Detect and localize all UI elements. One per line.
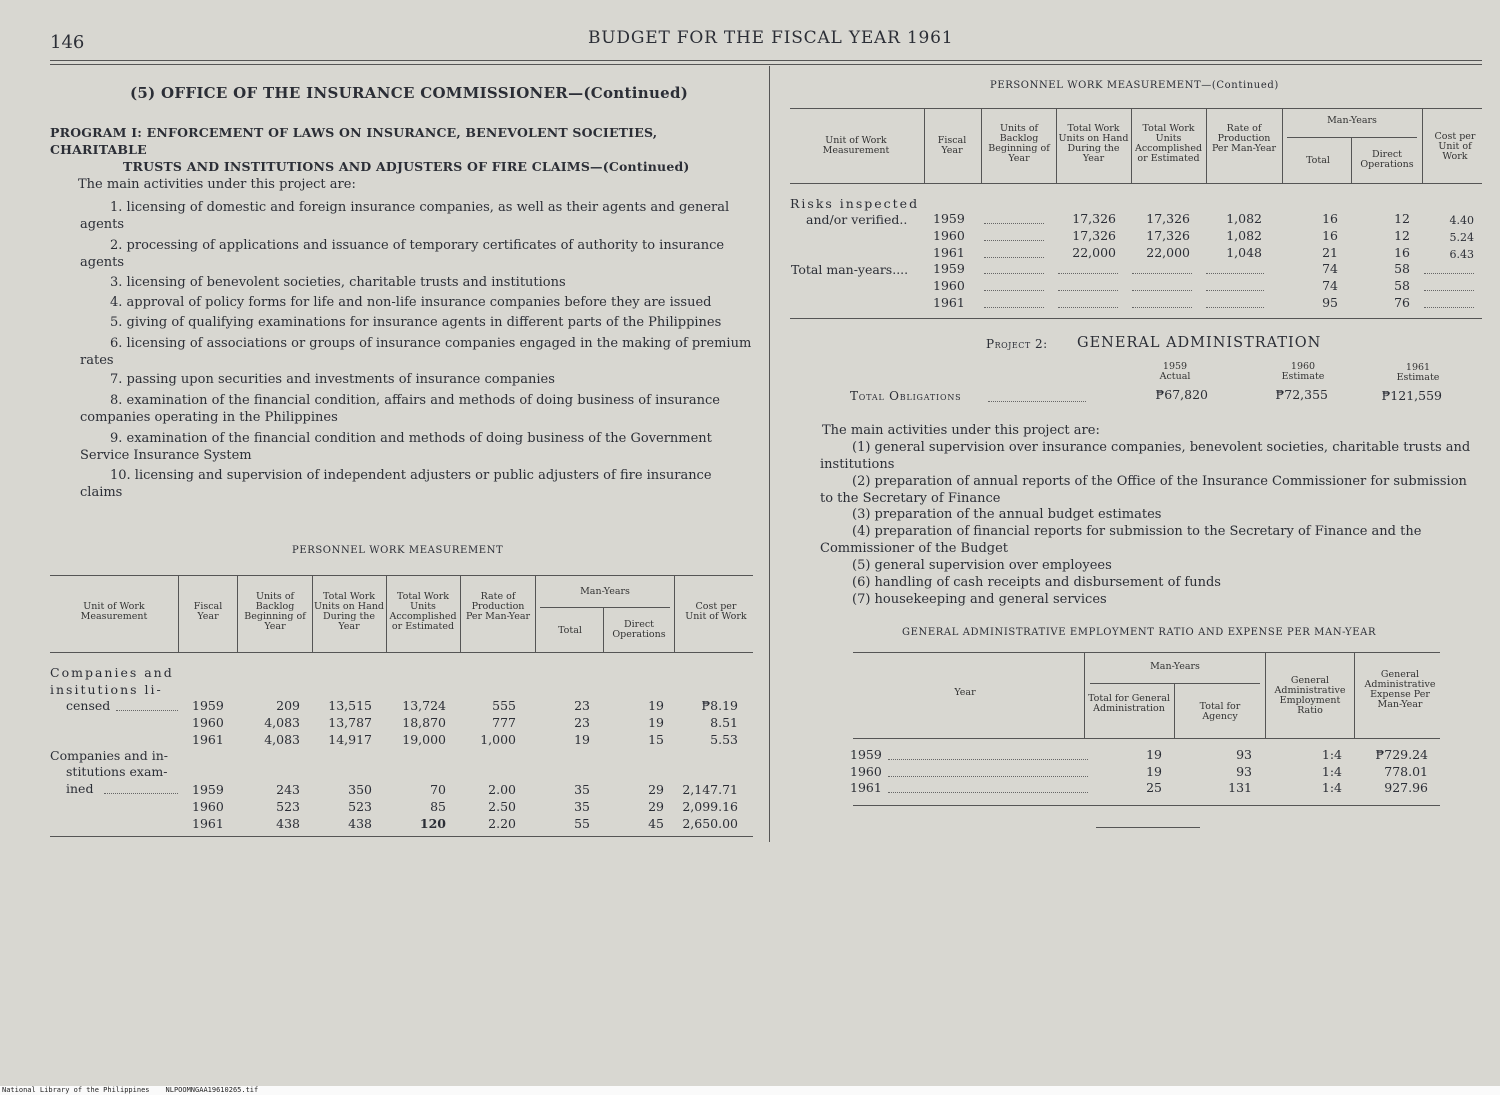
agency: 131 xyxy=(1228,780,1252,795)
year: 1960 xyxy=(933,228,965,243)
rth-onhand: Total Work Units on Hand During the Year xyxy=(1058,123,1129,164)
header-rule-double xyxy=(50,64,1482,65)
gen-admin: 25 xyxy=(1146,780,1162,795)
activity-1: 1. licensing of domestic and foreign insurance companies, as well as their agents and general agents xyxy=(80,200,730,232)
cost: 2,147.71 xyxy=(682,782,738,797)
activity-8: 8. examination of the financial condition, affairs and methods of doing business of insurance companies operating in the Philippines xyxy=(80,393,720,425)
total: 74 xyxy=(1322,278,1338,293)
left-table-vrule xyxy=(178,575,179,652)
direct: 16 xyxy=(1394,245,1410,260)
leader-dots xyxy=(1206,273,1264,274)
on-hand: 13,515 xyxy=(328,698,372,713)
total: 23 xyxy=(574,715,590,730)
leader-dots xyxy=(1424,273,1474,274)
left-table-header-rule xyxy=(50,652,753,653)
lth-accomplished: Total Work Units Accomplished or Estimated xyxy=(389,591,457,632)
leader-dots xyxy=(1424,307,1474,308)
cost: 5.24 xyxy=(1449,231,1474,244)
ratio-table-vrule xyxy=(1174,684,1175,738)
ratio-table-top-rule xyxy=(853,652,1440,653)
direct: 45 xyxy=(648,816,664,831)
direct: 15 xyxy=(648,732,664,747)
lth-rate: Rate of Production Per Man-Year xyxy=(465,591,531,622)
group1-label-3: censed xyxy=(66,698,111,713)
column-divider xyxy=(769,66,770,842)
year: 1960 xyxy=(850,764,882,779)
lth-year: Fiscal Year xyxy=(193,601,223,622)
total: 23 xyxy=(574,698,590,713)
on-hand: 22,000 xyxy=(1072,245,1116,260)
leader-dots xyxy=(988,401,1086,402)
cost: 8.51 xyxy=(710,715,738,730)
leader-dots xyxy=(984,223,1044,224)
year: 1961 xyxy=(933,245,965,260)
total: 35 xyxy=(574,799,590,814)
lth-total: Total xyxy=(558,625,582,636)
direct: 19 xyxy=(648,698,664,713)
year-1959-kind: Actual xyxy=(1159,371,1191,382)
leader-dots xyxy=(1132,307,1192,308)
accomplished: 22,000 xyxy=(1146,245,1190,260)
lth-cost: Cost per Unit of Work xyxy=(685,601,747,622)
year: 1960 xyxy=(192,799,224,814)
group2-label-2: stitutions exam- xyxy=(66,764,168,779)
rth-unit: Unit of Work Measurement xyxy=(822,135,890,156)
on-hand: 17,326 xyxy=(1072,228,1116,243)
total: 74 xyxy=(1322,261,1338,276)
total-obligations-1959: ₱67,820 xyxy=(1155,387,1208,402)
accomplished: 85 xyxy=(430,799,446,814)
ratio-th-expense: General Administrative Expense Per Man-Year xyxy=(1364,669,1436,710)
right-table-header-rule xyxy=(790,183,1482,184)
direct: 19 xyxy=(648,715,664,730)
rate: 555 xyxy=(492,698,516,713)
direct: 29 xyxy=(648,799,664,814)
running-title: BUDGET FOR THE FISCAL YEAR 1961 xyxy=(588,28,954,48)
group1-label-2: insitutions li- xyxy=(50,682,163,697)
gen-activity-6: (6) handling of cash receipts and disbursement of funds xyxy=(852,575,1221,590)
ratio: 1:4 xyxy=(1321,747,1342,762)
ratio-caption: GENERAL ADMINISTRATIVE EMPLOYMENT RATIO AND EXPENSE PER MAN-YEAR xyxy=(902,627,1377,638)
cost: 6.43 xyxy=(1449,248,1474,261)
total-obligations-label: Total Obligations xyxy=(850,389,962,403)
on-hand: 523 xyxy=(348,799,372,814)
right-table-top-rule xyxy=(790,108,1482,109)
gen-activity-1: (1) general supervision over insurance companies, benevolent societies, charitable trusts and institutions xyxy=(820,440,1471,472)
year-1960-kind: Estimate xyxy=(1281,371,1325,382)
rth-rate: Rate of Production Per Man-Year xyxy=(1211,123,1277,154)
total: 16 xyxy=(1322,228,1338,243)
accomplished: 17,326 xyxy=(1146,228,1190,243)
lth-manyears: Man-Years xyxy=(580,586,630,597)
year: 1959 xyxy=(933,261,965,276)
activity-2: 2. processing of applications and issuance of temporary certificates of authority to insurance agents xyxy=(80,238,725,270)
ratio-table-vrule xyxy=(1265,652,1266,738)
leader-dots xyxy=(116,710,178,711)
rth-accomplished: Total Work Units Accomplished or Estimated xyxy=(1134,123,1203,164)
left-table-vrule xyxy=(674,575,675,652)
agency: 93 xyxy=(1236,747,1252,762)
direct: 76 xyxy=(1394,295,1410,310)
header-rule xyxy=(50,60,1482,61)
total: 19 xyxy=(574,732,590,747)
leader-dots xyxy=(1206,307,1264,308)
group1-label-1: Companies and xyxy=(50,665,174,680)
left-table-vrule xyxy=(460,575,461,652)
backlog: 523 xyxy=(276,799,300,814)
rate: 2.20 xyxy=(488,816,516,831)
accomplished: 17,326 xyxy=(1146,211,1190,226)
ratio: 1:4 xyxy=(1321,780,1342,795)
direct: 12 xyxy=(1394,228,1410,243)
total: 35 xyxy=(574,782,590,797)
direct: 58 xyxy=(1394,261,1410,276)
year-1960: 1960 xyxy=(1290,361,1316,372)
backlog: 4,083 xyxy=(264,715,300,730)
right-table-vrule xyxy=(1282,108,1283,183)
right-table-vrule xyxy=(981,108,982,183)
year: 1960 xyxy=(192,715,224,730)
program-heading-line1: PROGRAM I: ENFORCEMENT OF LAWS ON INSURANCE, BENEVOLENT SOCIETIES, CHARITABLE xyxy=(50,125,658,157)
total: 55 xyxy=(574,816,590,831)
lth-backlog: Units of Backlog Beginning of Year xyxy=(244,591,306,632)
activity-6: 6. licensing of associations or groups of insurance companies engaged in the making of premium rates xyxy=(80,336,752,368)
leader-dots xyxy=(104,793,178,794)
lth-direct: Direct Operations xyxy=(612,619,666,640)
direct: 58 xyxy=(1394,278,1410,293)
on-hand: 13,787 xyxy=(328,715,372,730)
activity-5: 5. giving of qualifying examinations for insurance agents in different parts of the Philippines xyxy=(110,315,722,330)
total-obligations-1960: ₱72,355 xyxy=(1275,387,1328,402)
left-table-bottom-rule xyxy=(50,836,753,837)
right-table-vrule xyxy=(1206,108,1207,183)
left-table-top-rule xyxy=(50,575,753,576)
on-hand: 350 xyxy=(348,782,372,797)
rth-manyears: Man-Years xyxy=(1327,115,1377,126)
direct: 12 xyxy=(1394,211,1410,226)
right-table-vrule xyxy=(924,108,925,183)
office-heading: (5) OFFICE OF THE INSURANCE COMMISSIONER—(Continued) xyxy=(130,84,689,102)
program-heading-line2: TRUSTS AND INSTITUTIONS AND ADJUSTERS OF FIRE CLAIMS—(Continued) xyxy=(123,159,690,174)
rth-cost: Cost per Unit of Work xyxy=(1434,131,1476,162)
ratio-table-vrule xyxy=(1084,652,1085,738)
risks-label-2: and/or verified.. xyxy=(806,212,908,227)
program-heading xyxy=(50,124,756,175)
lth-unit: Unit of Work Measurement xyxy=(80,601,148,622)
direct: 29 xyxy=(648,782,664,797)
total-man-years-label: Total man-years.... xyxy=(791,262,909,277)
leader-dots xyxy=(1058,290,1118,291)
backlog: 4,083 xyxy=(264,732,300,747)
activity-3: 3. licensing of benevolent societies, charitable trusts and institutions xyxy=(110,275,566,290)
backlog: 243 xyxy=(276,782,300,797)
scan-footer xyxy=(0,1086,1500,1095)
leader-dots xyxy=(1058,307,1118,308)
rate: 777 xyxy=(492,715,516,730)
year: 1961 xyxy=(192,732,224,747)
ratio-th-agency: Total for Agency xyxy=(1199,701,1241,722)
left-table-vrule xyxy=(237,575,238,652)
year: 1961 xyxy=(192,816,224,831)
gen-activity-5: (5) general supervision over employees xyxy=(852,558,1112,573)
year-1961-kind: Estimate xyxy=(1396,372,1440,383)
right-table-vrule xyxy=(1422,108,1423,183)
total: 16 xyxy=(1322,211,1338,226)
year: 1961 xyxy=(933,295,965,310)
expense: 927.96 xyxy=(1384,780,1428,795)
activity-10: 10. licensing and supervision of independent adjusters or public adjusters of fire insurance claims xyxy=(80,468,712,500)
activity-4: 4. approval of policy forms for life and non-life insurance companies before they are issued xyxy=(110,295,712,310)
right-table-bottom-rule xyxy=(790,318,1482,319)
gen-activity-3: (3) preparation of the annual budget estimates xyxy=(852,507,1162,522)
leader-dots xyxy=(1132,290,1192,291)
accomplished: 18,870 xyxy=(402,715,446,730)
right-table-vrule xyxy=(1351,138,1352,183)
ratio-table-header-rule xyxy=(853,738,1440,739)
leader-dots xyxy=(1058,273,1118,274)
accomplished: 70 xyxy=(430,782,446,797)
accomplished: 120 xyxy=(419,816,446,831)
on-hand: 14,917 xyxy=(328,732,372,747)
ratio-th-year: Year xyxy=(954,687,976,698)
leader-dots xyxy=(984,273,1044,274)
year: 1959 xyxy=(933,211,965,226)
cost: 2,099.16 xyxy=(682,799,738,814)
ratio: 1:4 xyxy=(1321,764,1342,779)
gen-admin: 19 xyxy=(1146,747,1162,762)
gen-activity-4: (4) preparation of financial reports for submission to the Secretary of Finance and the Commissioner of the Budget xyxy=(820,524,1422,556)
right-intro: The main activities under this project are: xyxy=(822,423,1100,438)
right-table-caption: PERSONNEL WORK MEASUREMENT—(Continued) xyxy=(990,80,1279,91)
lth-onhand: Total Work Units on Hand During the Year xyxy=(314,591,384,632)
backlog: 209 xyxy=(276,698,300,713)
ratio-table-vrule xyxy=(1354,652,1355,738)
leader-dots xyxy=(888,759,1088,760)
ratio-th-manyears: Man-Years xyxy=(1150,661,1200,672)
ratio-th-ratio: General Administrative Employment Ratio xyxy=(1274,675,1346,716)
rth-total: Total xyxy=(1306,155,1330,166)
accomplished: 13,724 xyxy=(402,698,446,713)
footer-file: NLPOOMNGAA19610265.tif xyxy=(165,1086,259,1094)
leader-dots xyxy=(888,776,1088,777)
end-rule xyxy=(1096,827,1200,828)
year-1961: 1961 xyxy=(1405,362,1431,373)
ratio-manyears-rule xyxy=(1090,683,1260,684)
activity-7: 7. passing upon securities and investments of insurance companies xyxy=(110,372,555,387)
year: 1960 xyxy=(933,278,965,293)
total: 95 xyxy=(1322,295,1338,310)
expense: 778.01 xyxy=(1384,764,1428,779)
left-table-caption: PERSONNEL WORK MEASUREMENT xyxy=(292,545,504,556)
rate: 2.00 xyxy=(488,782,516,797)
left-table-vrule xyxy=(535,575,536,652)
rate: 1,082 xyxy=(1226,228,1262,243)
page-number: 146 xyxy=(50,32,85,53)
accomplished: 19,000 xyxy=(402,732,446,747)
total: 21 xyxy=(1322,245,1338,260)
gen-admin: 19 xyxy=(1146,764,1162,779)
group2-label-1: Companies and in- xyxy=(50,748,168,763)
activity-9: 9. examination of the financial condition and methods of doing business of the Government Service Insurance System xyxy=(80,431,712,463)
project-title: GENERAL ADMINISTRATION xyxy=(1077,335,1322,351)
left-intro: The main activities under this project are: xyxy=(78,177,356,192)
year-1959: 1959 xyxy=(1162,361,1188,372)
leader-dots xyxy=(1206,290,1264,291)
project-label: Project 2: xyxy=(986,337,1048,351)
rth-year: Fiscal Year xyxy=(937,135,967,156)
leader-dots xyxy=(984,240,1044,241)
year: 1959 xyxy=(192,782,224,797)
footer-library: National Library of the Philippines xyxy=(2,1086,150,1094)
total-obligations-1961: ₱121,559 xyxy=(1381,388,1442,403)
agency: 93 xyxy=(1236,764,1252,779)
cost: 2,650.00 xyxy=(682,816,738,831)
left-table-manyears-rule xyxy=(540,607,670,608)
rate: 1,082 xyxy=(1226,211,1262,226)
leader-dots xyxy=(1132,273,1192,274)
cost: 4.40 xyxy=(1449,214,1474,227)
leader-dots xyxy=(888,792,1088,793)
leader-dots xyxy=(984,257,1044,258)
gen-activity-7: (7) housekeeping and general services xyxy=(852,592,1107,607)
cost: 5.53 xyxy=(710,732,738,747)
rate: 2.50 xyxy=(488,799,516,814)
gen-activity-2: (2) preparation of annual reports of the Office of the Insurance Commissioner for submission to the Secretary of Finance xyxy=(820,474,1467,506)
ratio-table-bottom-rule xyxy=(853,805,1440,806)
ratio-th-genadmin: Total for General Administration xyxy=(1088,693,1170,714)
leader-dots xyxy=(1424,290,1474,291)
year: 1959 xyxy=(192,698,224,713)
leader-dots xyxy=(984,307,1044,308)
risks-label-1: Risks inspected xyxy=(790,196,920,211)
right-table-manyears-rule xyxy=(1287,137,1417,138)
rth-direct: Direct Operations xyxy=(1360,149,1414,170)
year: 1959 xyxy=(850,747,882,762)
expense: ₱729.24 xyxy=(1375,747,1428,762)
year: 1961 xyxy=(850,780,882,795)
group2-label-3: ined xyxy=(66,781,94,796)
rth-backlog: Units of Backlog Beginning of Year xyxy=(988,123,1050,164)
rate: 1,048 xyxy=(1226,245,1262,260)
cost: ₱8.19 xyxy=(701,698,738,713)
on-hand: 17,326 xyxy=(1072,211,1116,226)
rate: 1,000 xyxy=(480,732,516,747)
leader-dots xyxy=(984,290,1044,291)
on-hand: 438 xyxy=(348,816,372,831)
backlog: 438 xyxy=(276,816,300,831)
left-table-vrule xyxy=(603,608,604,652)
